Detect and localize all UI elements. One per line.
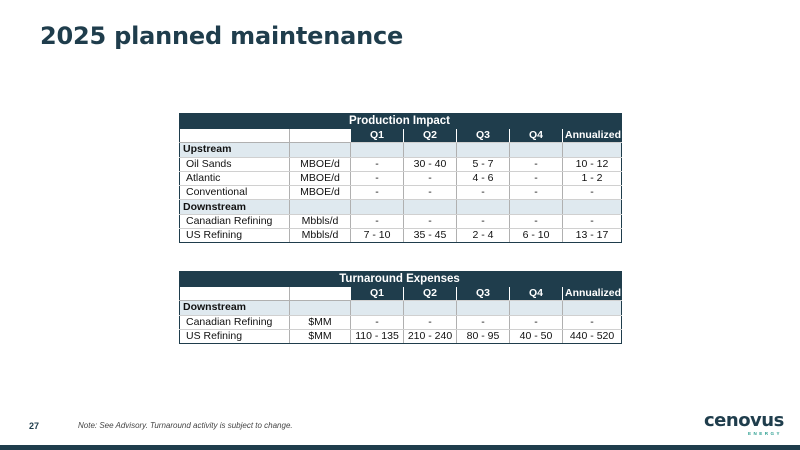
unit-cell: MBOE/d: [290, 171, 351, 185]
value-cell: -: [351, 315, 404, 329]
value-cell: -: [563, 186, 622, 200]
unit-cell: [290, 143, 351, 157]
value-cell: 5 - 7: [457, 157, 510, 171]
value-cell: -: [351, 157, 404, 171]
table-row: [180, 171, 622, 185]
unit-cell: $MM: [290, 329, 351, 343]
column-header: Q1: [351, 129, 404, 143]
slide-title: 2025 planned maintenance: [40, 22, 404, 50]
column-header: [290, 287, 351, 301]
column-header: Q2: [404, 287, 457, 301]
column-header: [290, 129, 351, 143]
column-header: Q4: [510, 287, 563, 301]
value-cell: 80 - 95: [457, 329, 510, 343]
value-cell: -: [457, 315, 510, 329]
value-cell: 440 - 520: [563, 329, 622, 343]
unit-cell: MBOE/d: [290, 157, 351, 171]
column-header: [180, 287, 290, 301]
column-header: [180, 129, 290, 143]
value-cell: [563, 301, 622, 315]
value-cell: -: [404, 214, 457, 228]
page-number: 27: [29, 421, 40, 431]
value-cell: -: [351, 214, 404, 228]
turnaround-expenses-table: [179, 271, 622, 344]
production-impact-table: [179, 113, 622, 243]
table-row: [180, 329, 622, 343]
value-cell: [510, 143, 563, 157]
value-cell: [510, 200, 563, 214]
value-cell: [404, 200, 457, 214]
column-header: Annualized: [563, 287, 622, 301]
value-cell: -: [563, 315, 622, 329]
row-label: Oil Sands: [180, 157, 290, 171]
row-label: Downstream: [180, 301, 290, 315]
column-header: Q2: [404, 129, 457, 143]
table-header-row: [180, 287, 622, 301]
row-label: Upstream: [180, 143, 290, 157]
row-label: Canadian Refining: [180, 214, 290, 228]
value-cell: 30 - 40: [404, 157, 457, 171]
value-cell: [457, 301, 510, 315]
value-cell: 40 - 50: [510, 329, 563, 343]
value-cell: -: [510, 171, 563, 185]
table-title-row: [180, 114, 622, 129]
column-header: Q3: [457, 287, 510, 301]
value-cell: -: [351, 186, 404, 200]
column-header: Annualized: [563, 129, 622, 143]
value-cell: -: [510, 157, 563, 171]
value-cell: -: [404, 315, 457, 329]
column-header: Q1: [351, 287, 404, 301]
value-cell: [510, 301, 563, 315]
unit-cell: Mbbls/d: [290, 214, 351, 228]
cenovus-logo: [704, 412, 786, 438]
table-row: [180, 157, 622, 171]
value-cell: [457, 200, 510, 214]
row-label: Canadian Refining: [180, 315, 290, 329]
table-row: [180, 229, 622, 243]
value-cell: 4 - 6: [457, 171, 510, 185]
value-cell: [404, 143, 457, 157]
value-cell: 7 - 10: [351, 229, 404, 243]
value-cell: 10 - 12: [563, 157, 622, 171]
value-cell: 2 - 4: [457, 229, 510, 243]
table-title-row: [180, 272, 622, 287]
value-cell: -: [510, 214, 563, 228]
bottom-bar: [0, 445, 800, 450]
row-label: Downstream: [180, 200, 290, 214]
table-title: Production Impact: [180, 114, 622, 129]
value-cell: [563, 200, 622, 214]
value-cell: -: [351, 171, 404, 185]
unit-cell: $MM: [290, 315, 351, 329]
column-header: Q4: [510, 129, 563, 143]
value-cell: 6 - 10: [510, 229, 563, 243]
table-header-row: [180, 129, 622, 143]
value-cell: [351, 200, 404, 214]
unit-cell: MBOE/d: [290, 186, 351, 200]
value-cell: -: [457, 186, 510, 200]
unit-cell: [290, 200, 351, 214]
value-cell: 35 - 45: [404, 229, 457, 243]
row-label: Conventional: [180, 186, 290, 200]
column-header: Q3: [457, 129, 510, 143]
value-cell: -: [563, 214, 622, 228]
value-cell: -: [510, 315, 563, 329]
logo-wordmark: cenovus: [704, 410, 784, 431]
row-label: Atlantic: [180, 171, 290, 185]
value-cell: -: [404, 186, 457, 200]
unit-cell: Mbbls/d: [290, 229, 351, 243]
value-cell: [351, 143, 404, 157]
table-title: Turnaround Expenses: [180, 272, 622, 287]
value-cell: [404, 301, 457, 315]
value-cell: 210 - 240: [404, 329, 457, 343]
value-cell: [563, 143, 622, 157]
table-row: [180, 214, 622, 228]
value-cell: [351, 301, 404, 315]
logo-subtext: ENERGY: [748, 431, 783, 436]
row-label: US Refining: [180, 329, 290, 343]
table-row: [180, 186, 622, 200]
value-cell: -: [457, 214, 510, 228]
value-cell: -: [510, 186, 563, 200]
section-row: [180, 143, 622, 157]
section-row: [180, 200, 622, 214]
value-cell: -: [404, 171, 457, 185]
value-cell: 110 - 135: [351, 329, 404, 343]
unit-cell: [290, 301, 351, 315]
value-cell: 13 - 17: [563, 229, 622, 243]
value-cell: 1 - 2: [563, 171, 622, 185]
section-row: [180, 301, 622, 315]
table-row: [180, 315, 622, 329]
value-cell: [457, 143, 510, 157]
row-label: US Refining: [180, 229, 290, 243]
footnote: Note: See Advisory. Turnaround activity is subject to change.: [78, 421, 293, 430]
